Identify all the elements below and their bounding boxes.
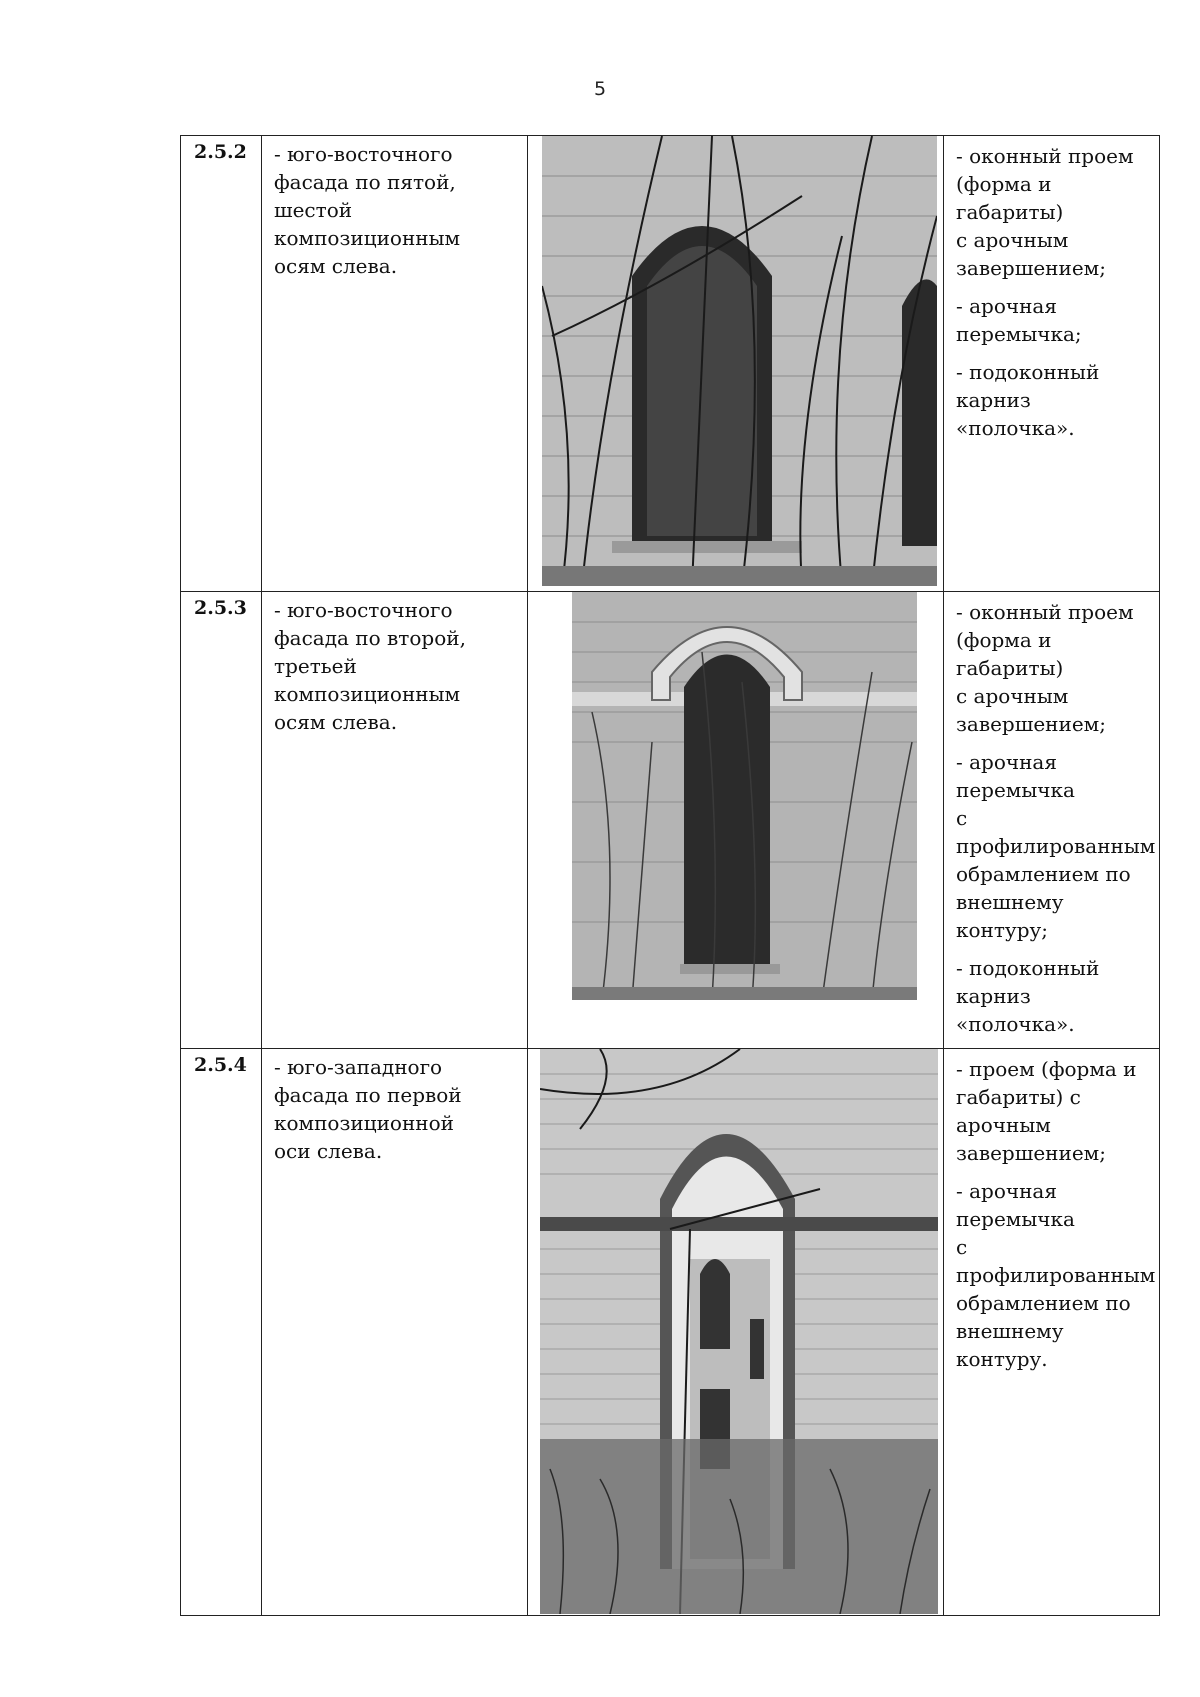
description-line: третьей: [274, 654, 357, 678]
feature-line: - подоконный карниз: [956, 360, 1100, 412]
photo-cell: [528, 592, 944, 1049]
protected-features: [944, 592, 1160, 1049]
feature-line: с профилированным: [956, 1235, 1156, 1287]
feature-line: «полочка».: [956, 416, 1075, 440]
feature-line: завершением;: [956, 1141, 1106, 1165]
item-number: 2.5.2: [181, 136, 262, 592]
description-line: фасада по второй,: [274, 626, 466, 650]
item-description: [262, 592, 528, 1049]
feature-line: внешнему контуру.: [956, 1319, 1064, 1371]
item-description: [262, 1049, 528, 1616]
feature-line: габариты) с арочным: [956, 1085, 1081, 1137]
photo-cell: [528, 136, 944, 592]
feature-line: (форма и габариты): [956, 172, 1064, 224]
feature-line: (форма и габариты): [956, 628, 1064, 680]
feature-line: - арочная перемычка: [956, 1179, 1075, 1231]
feature-item: [956, 1055, 1153, 1167]
feature-line: с арочным: [956, 684, 1069, 708]
item-number: 2.5.3: [181, 592, 262, 1049]
heritage-features-table: [180, 135, 1160, 1616]
photo-cell: [528, 1049, 944, 1616]
feature-line: с профилированным: [956, 806, 1156, 858]
facade-photo-window-arch-framed: [572, 592, 917, 1000]
feature-line: завершением;: [956, 256, 1106, 280]
description-line: оси слева.: [274, 1139, 383, 1163]
feature-item: [956, 292, 1153, 348]
item-description: [262, 136, 528, 592]
description-line: осям слева.: [274, 710, 398, 734]
description-line: фасада по пятой,: [274, 170, 456, 194]
feature-line: - оконный проем: [956, 600, 1134, 624]
feature-line: внешнему контуру;: [956, 890, 1064, 942]
protected-features: [944, 136, 1160, 592]
feature-line: завершением;: [956, 712, 1106, 736]
feature-item: [956, 358, 1153, 442]
feature-line: обрамлением по: [956, 862, 1131, 886]
description-line: - юго-восточного: [274, 142, 453, 166]
feature-line: - оконный проем: [956, 144, 1134, 168]
feature-line: - арочная перемычка;: [956, 294, 1082, 346]
feature-line: - подоконный карниз: [956, 956, 1100, 1008]
description-line: композиционной: [274, 1111, 454, 1135]
description-line: фасада по первой: [274, 1083, 462, 1107]
feature-line: обрамлением по: [956, 1291, 1131, 1315]
facade-photo-window-arch: [542, 136, 937, 586]
feature-item: [956, 748, 1156, 944]
feature-line: «полочка».: [956, 1012, 1075, 1036]
feature-item: [956, 598, 1153, 738]
table-row: [181, 1049, 1160, 1616]
feature-line: с арочным: [956, 228, 1069, 252]
feature-item: [956, 954, 1153, 1038]
feature-line: - проем (форма и: [956, 1057, 1137, 1081]
table-row: [181, 592, 1160, 1049]
feature-item: [956, 142, 1153, 282]
description-line: шестой: [274, 198, 353, 222]
description-line: композиционным: [274, 682, 461, 706]
description-line: - юго-восточного: [274, 598, 453, 622]
protected-features: [944, 1049, 1160, 1616]
table-row: [181, 136, 1160, 592]
feature-line: - арочная перемычка: [956, 750, 1075, 802]
facade-photo-arched-passage: [540, 1049, 938, 1614]
description-line: композиционным: [274, 226, 461, 250]
description-line: - юго-западного: [274, 1055, 443, 1079]
description-line: осям слева.: [274, 254, 398, 278]
feature-item: [956, 1177, 1156, 1373]
item-number: 2.5.4: [181, 1049, 262, 1616]
page-number: 5: [593, 78, 607, 100]
